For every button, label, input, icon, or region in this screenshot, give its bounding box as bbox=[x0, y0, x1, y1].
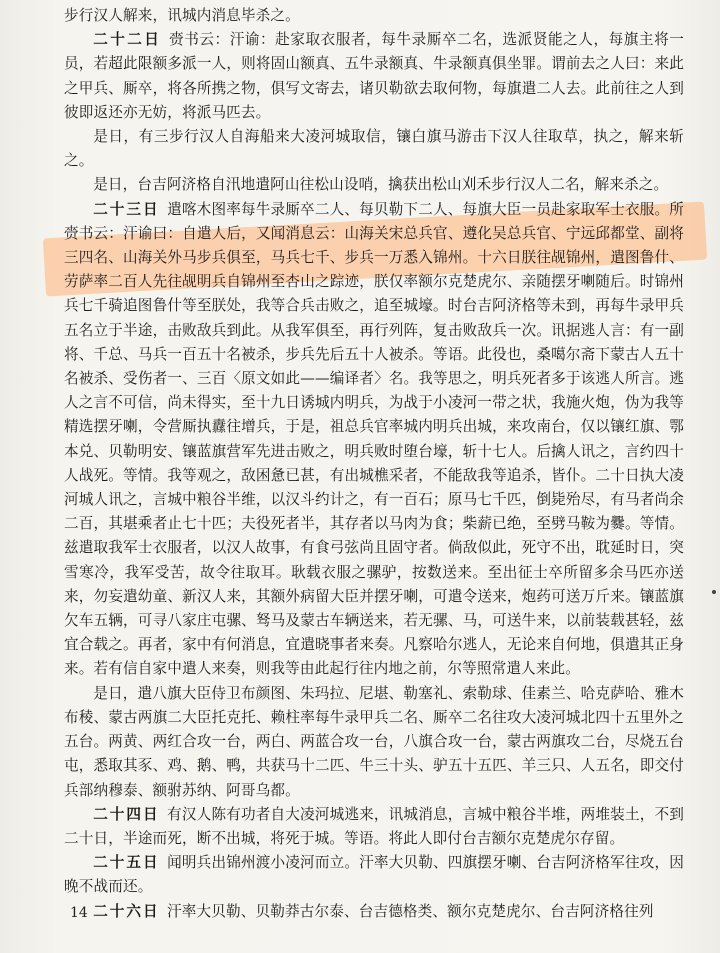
entry-date: 二十五日 bbox=[93, 854, 160, 872]
entry-date: 二十二日 bbox=[93, 31, 162, 49]
paragraph bbox=[64, 173, 684, 197]
entry-date: 二十四日 bbox=[93, 805, 160, 823]
page-number: 14 bbox=[70, 905, 88, 921]
paragraph-text: 汗率大贝勒、贝勒莽古尔泰、台吉德格类、额尔克楚虎尔、台吉阿济格往列 bbox=[167, 902, 654, 920]
text-body bbox=[64, 4, 684, 924]
scan-speck bbox=[712, 590, 716, 594]
paragraph-text: 步行汉人解来，讯城内消息毕杀之。 bbox=[64, 7, 300, 24]
paragraph-text: 闻明兵出锦州渡小凌河而立。汗率大贝勒、四旗摆牙喇、台吉阿济格军往攻，因晚不战而还。 bbox=[64, 854, 684, 896]
paragraph-text: 是日，遣八旗大臣侍卫布颜图、朱玛拉、尼堪、勒塞礼、索勒球、佳素兰、哈克萨哈、雅木布稜、蒙古两旗二大臣托克托、赖柱率每牛录甲兵二名、厮卒二名往攻大凌河城北四十五里外之五台。两黄、两红合攻一台，两白、两蓝合攻一台，八旗合攻一台，蒙古两旗攻二台，尽烧五台屯，悉取其豕、鸡、鹅、鸭，共获马十二匹、牛三十头、驴五十五匹、羊三只、人五名，即交付兵部纳穆泰、额驸苏纳、阿哥乌都。 bbox=[64, 684, 684, 799]
paragraph bbox=[64, 900, 684, 924]
entry-date: 二十三日 bbox=[93, 200, 160, 218]
paragraph bbox=[64, 803, 684, 851]
paragraph-text: 有汉人陈有功者自大凌河城逃来，讯城消息，言城中粮谷半堆，两堆装土，不到二十日，半途而死，断不出城，将死于城。等语。将此人即付台吉额尔克楚虎尔存留。 bbox=[64, 805, 684, 847]
paragraph-text: 是日，台吉阿济格自汛地遣阿山往松山设哨，擒获出松山刈禾步行汉人二名，解来杀之。 bbox=[93, 176, 669, 194]
paragraph-text: 赍书云：汗谕：赴家取衣服者，每牛录厮卒二名，选派贤能之人，每旗主将一员，若超此限额多派一人，则将固山额真、五牛录额真、牛录额真俱坐罪。谓前去之人曰：来此之甲兵、厮卒，将各所携之物，俱写文寄去，诸贝勒欲去取何物，每旗遣二人去。此前往之人到彼即返还亦无妨，将派马匹去。 bbox=[64, 31, 684, 121]
paragraph bbox=[64, 682, 684, 803]
paragraph bbox=[64, 28, 684, 125]
paragraph bbox=[64, 198, 684, 682]
paragraph-text: 是日，有三步行汉人自海船来大凌河城取信，镶白旗马游击下汉人往取草，执之，解来斩之。 bbox=[64, 128, 684, 170]
paragraph-text: 遣喀木图率每牛录厮卒二人、每贝勒下二人、每旗大臣一员赴家取军士衣服。所赍书云：汗谕曰：自遣人后，又闻消息云：山海关宋总兵官、遵化吴总兵官、宁远邱都堂、副将三四名、山海关外马步兵俱至，马兵七千、步兵一万悉入锦州。十六日朕往觇锦州，遣图鲁什、劳萨率二百人先往觇明兵自锦州至杏山之踪迹，朕仅率额尔克楚虎尔、亲随摆牙喇随后。时锦州兵七千骑追图鲁什等至朕处，我等合兵击败之，追至城壕。时台吉阿济格等未到，再每牛录甲兵五名立于半途，击败敌兵到此。从我军俱至，再行列阵，复击败敌兵一次。讯据逃人言：有一副将、千总、马兵一百五十名被杀，步兵先后五十人被杀。等语。此役也，桑噶尔斋下蒙古人五十名被杀、受伤者一、三百〈原文如此——编译者〉名。我等思之，明兵死者多于该逃人所言。逃人之言不可信，尚未得实，至十九日诱城内明兵，为战于小凌河一带之状，我施火炮，伪为我等精选摆牙喇，令营厮执纛往增兵，于是，祖总兵官率城内明兵出城，来攻南台，仅以镶红旗、鄂本兑、贝勒明安、镶蓝旗营军先进击败之，明兵败时堕台壕，斩十七人。后擒人讯之，言约四十人战死。等情。我等观之，敌困惫已甚，有出城樵采者，不能敌我等追杀，皆仆。二十日执大凌河城人讯之，言城中粮谷半维，以汉斗约计之，有一百石；原马七千匹，倒毙殆尽，有马者尚余二百，其堪乘者止七十匹；夫役死者半，其存者以马肉为食；柴薪已绝，至劈马鞍为爨。等情。兹遣取我军士衣服者，以汉人故事，有食弓弦尚且固守者。倘敌似此，死守不出，耽延时日，突雪寒冷，我军受苦，故令往取耳。耿载衣服之骡驴，按数送来。至出征士卒所留多余马匹亦送来，勿妄遣幼童、新汉人来，其额外病留大臣并摆牙喇，可遣令送来，炮药可送万斤来。镶蓝旗欠车五辆，可寻八家庄屯骡、驽马及蒙古车辆送来，若无骡、马，可送牛来，以前装载甚轻，兹宜合载之。再者，家中有何消息，宜遣晓事者来奏。凡察哈尔逃人，无论来自何地，俱遣其正身来。若有信自家中遣人来奏，则我等由此起行往内地之前，尔等照常遣人来此。 bbox=[64, 200, 684, 678]
paragraph bbox=[64, 4, 684, 28]
paragraph bbox=[64, 125, 684, 173]
entry-date: 二十六日 bbox=[93, 902, 160, 920]
paragraph bbox=[64, 851, 684, 899]
